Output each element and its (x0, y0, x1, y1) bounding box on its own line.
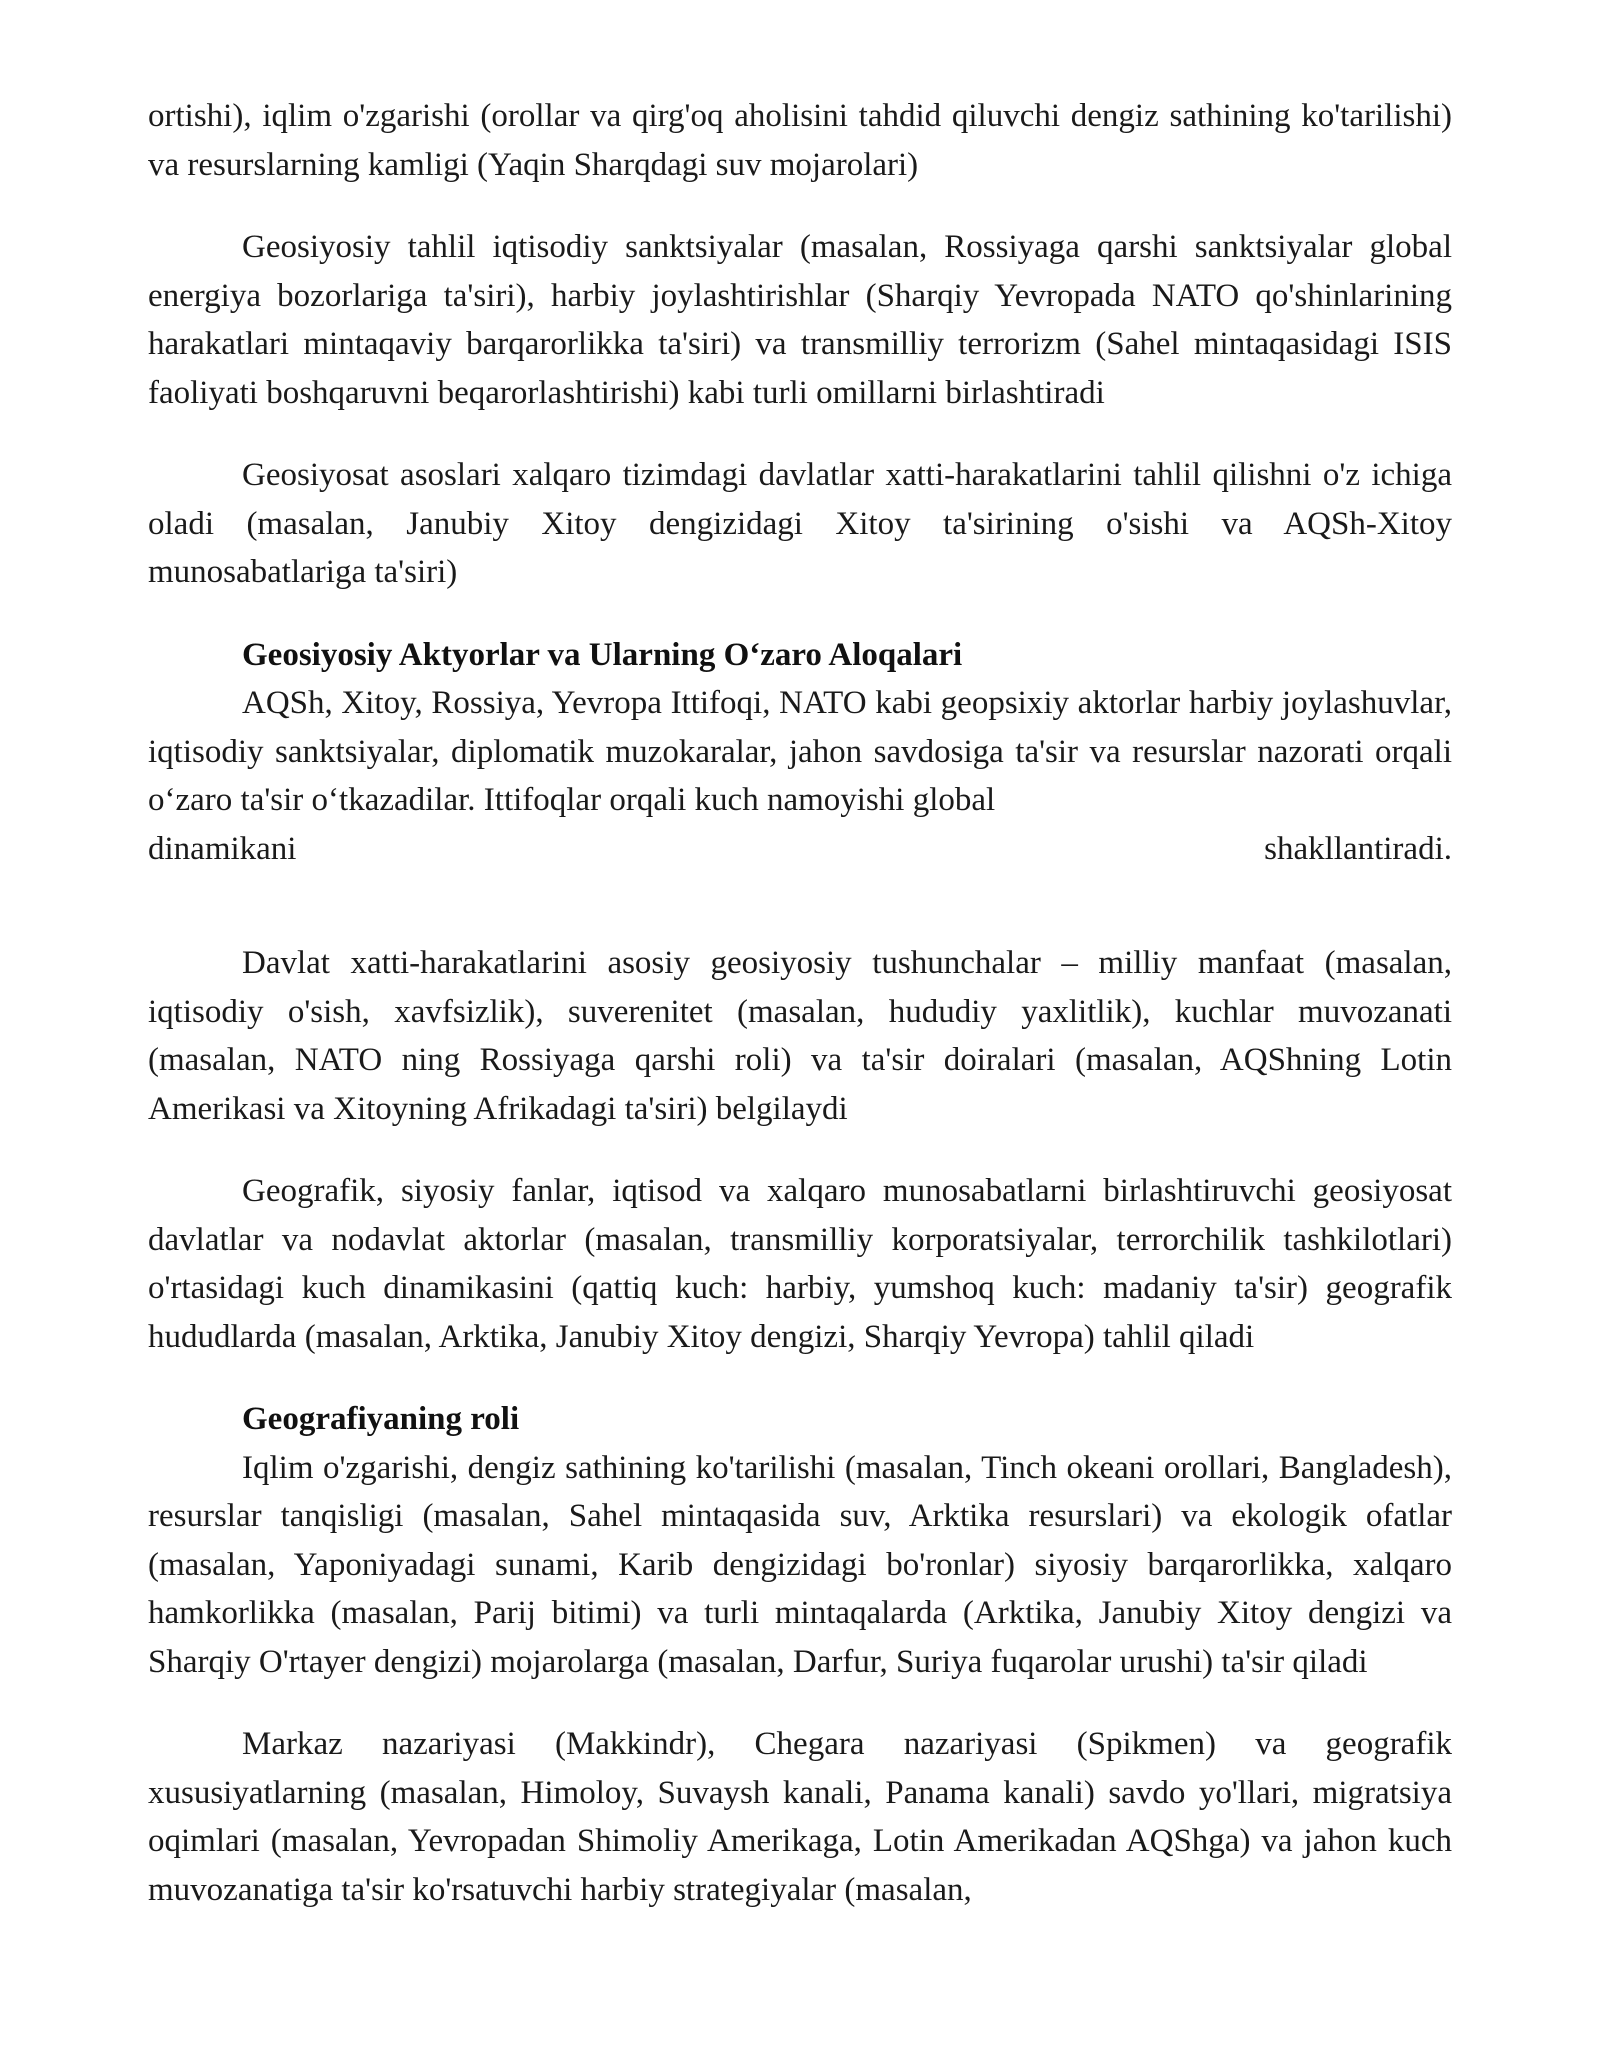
paragraph-7: Iqlim o'zgarishi, dengiz sathining ko'tarilishi (masalan, Tinch okeani orollari, Bangladesh), resurslar tanqisligi (masalan, Sahel mintaqasida suv, Arktika resurslari) va ekologik ofatlar (masalan, Yaponiyadagi sunami, Karib dengizidagi bo'ronlar) siyosiy barqarorlikka, xalqaro hamkorlikka (masalan, Parij bitimi) va turli mintaqalarda (Arktika, Janubiy Xitoy dengizi va Sharqiy O'rtayer dengizi) mojarolarga (masalan, Darfur, Suriya fuqarolar urushi) ta'sir qiladi (148, 1449, 1452, 1680)
paragraph-5: Davlat xatti-harakatlarini asosiy geosiyosiy tushunchalar – milliy manfaat (masalan, iqtisodiy o'sish, xavfsizlik), suverenitet (masalan, hududiy yaxlitlik), kuchlar muvozanati (masalan, NATO ning Rossiyaga qarshi roli) va ta'sir doiralari (masalan, AQShning Lotin Amerikasi va Xitoyning Afrikadagi ta'siri) belgilaydi (148, 945, 1452, 1127)
paragraph-4-last-line (148, 825, 1452, 874)
paragraph-gap-large (148, 873, 1452, 939)
paragraph-4-last-word-left: dinamikani (148, 830, 297, 867)
section-heading-actors: Geosiyosiy Aktyorlar va Ularning O‘zaro Aloqalari (242, 636, 963, 673)
paragraph-8: Markaz nazariyasi (Makkindr), Chegara nazariyasi (Spikmen) va geografik xususiyatlarning (masalan, Himoloy, Suvaysh kanali, Panama kanali) savdo yo'llari, migratsiya oqimlari (masalan, Yevropadan Shimoliy Amerikaga, Lotin Amerikadan AQShga) va jahon kuch muvozanatiga ta'sir ko'rsatuvchi harbiy strategiyalar (masalan, (148, 1726, 1452, 1908)
section-heading-geography: Geografiyaning roli (242, 1401, 520, 1437)
paragraph-gap (148, 1361, 1452, 1395)
paragraph-4-last-word-right: shakllantiradi. (1264, 830, 1452, 867)
paragraph-2: Geosiyosiy tahlil iqtisodiy sanktsiyalar (masalan, Rossiyaga qarshi sanktsiyalar global energiya bozorlariga ta'siri), harbiy joylashtirishlar (Sharqiy Yevropada NATO qo'shinlarining harakatlari mintaqaviy barqarorlikka ta'siri) va transmilliy terrorizm (Sahel mintaqasidagi ISIS faoliyati boshqaruvni beqarorlashtirishi) kabi turli omillarni birlashtiradi (148, 229, 1452, 411)
paragraph-gap (148, 417, 1452, 451)
paragraph-gap (148, 189, 1452, 223)
paragraph-gap (148, 1133, 1452, 1167)
paragraph-4: AQSh, Xitoy, Rossiya, Yevropa Ittifoqi, NATO kabi geopsixiy aktorlar harbiy joylashuvlar, iqtisodiy sanktsiyalar, diplomatik muzokaralar, jahon savdosiga ta'sir va resurslar nazorati orqali o‘zaro ta'sir o‘tkazadilar. Ittifoqlar orqali kuch namoyishi global (148, 685, 1452, 818)
paragraph-gap (148, 1686, 1452, 1720)
paragraph-3: Geosiyosat asoslari xalqaro tizimdagi davlatlar xatti-harakatlarini tahlil qilishni o'z ichiga oladi (masalan, Janubiy Xitoy dengizidagi Xitoy ta'sirining o'sishi va AQSh-Xitoy munosabatlariga ta'siri) (148, 457, 1452, 590)
document-page (148, 92, 1452, 1914)
paragraph-1: ortishi), iqlim o'zgarishi (orollar va qirg'oq aholisini tahdid qiluvchi dengiz sathining ko'tarilishi) va resurslarning kamligi (Yaqin Sharqdagi suv mojarolari) (148, 98, 1452, 183)
paragraph-6: Geografik, siyosiy fanlar, iqtisod va xalqaro munosabatlarni birlashtiruvchi geosiyosat davlatlar va nodavlat aktorlar (masalan, transmilliy korporatsiyalar, terrorchilik tashkilotlari) o'rtasidagi kuch dinamikasini (qattiq kuch: harbiy, yumshoq kuch: madaniy ta'sir) geografik hududlarda (masalan, Arktika, Janubiy Xitoy dengizi, Sharqiy Yevropa) tahlil qiladi (148, 1173, 1452, 1355)
paragraph-gap (148, 597, 1452, 631)
